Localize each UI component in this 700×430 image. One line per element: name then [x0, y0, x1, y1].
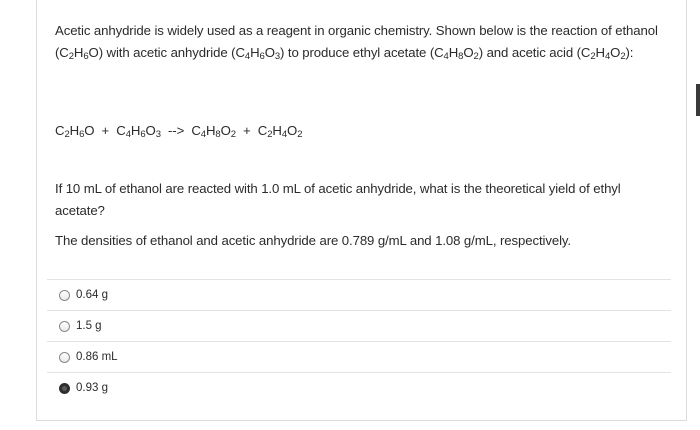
reaction-equation: $C_2H_6O + C_4H_6O_3$ --> $C_4H_8O_2 + C_2H_4O_2$: [55, 123, 303, 140]
question-prompt: If 10 mL of ethanol are reacted with 1.0 mL of acetic anhydride, what is the theoretical yield of ethyl acetate?: [55, 181, 621, 218]
answer-label: 1.5 g: [76, 320, 102, 332]
answer-label: 0.93 g: [76, 382, 108, 394]
answer-label: 0.64 g: [76, 289, 108, 301]
radio-button[interactable]: [59, 321, 70, 332]
radio-button[interactable]: [59, 290, 70, 301]
answer-label: 0.86 mL: [76, 351, 118, 363]
question-card: [36, 0, 687, 421]
densities-text: The densities of ethanol and acetic anhydride are 0.789 g/mL and 1.08 g/mL, respectively.: [55, 233, 571, 248]
answer-option[interactable]: [47, 372, 671, 403]
edge-marker: [696, 84, 700, 116]
answer-option[interactable]: [47, 341, 671, 372]
answer-list: [47, 279, 671, 403]
radio-button[interactable]: [59, 352, 70, 363]
question-intro: Acetic anhydride is widely used as a reagent in organic chemistry. Shown below is the reaction of ethanol $(C_2H_6O)$ with acetic anhydride $(C_4H_6O_3)$ to produce ethyl acetate $(C_4H_8O_2)$ and acetic acid $(C_2H_4O_2)$:: [55, 23, 658, 62]
radio-button[interactable]: [59, 383, 70, 394]
answer-option[interactable]: [47, 279, 671, 310]
answer-option[interactable]: [47, 310, 671, 341]
